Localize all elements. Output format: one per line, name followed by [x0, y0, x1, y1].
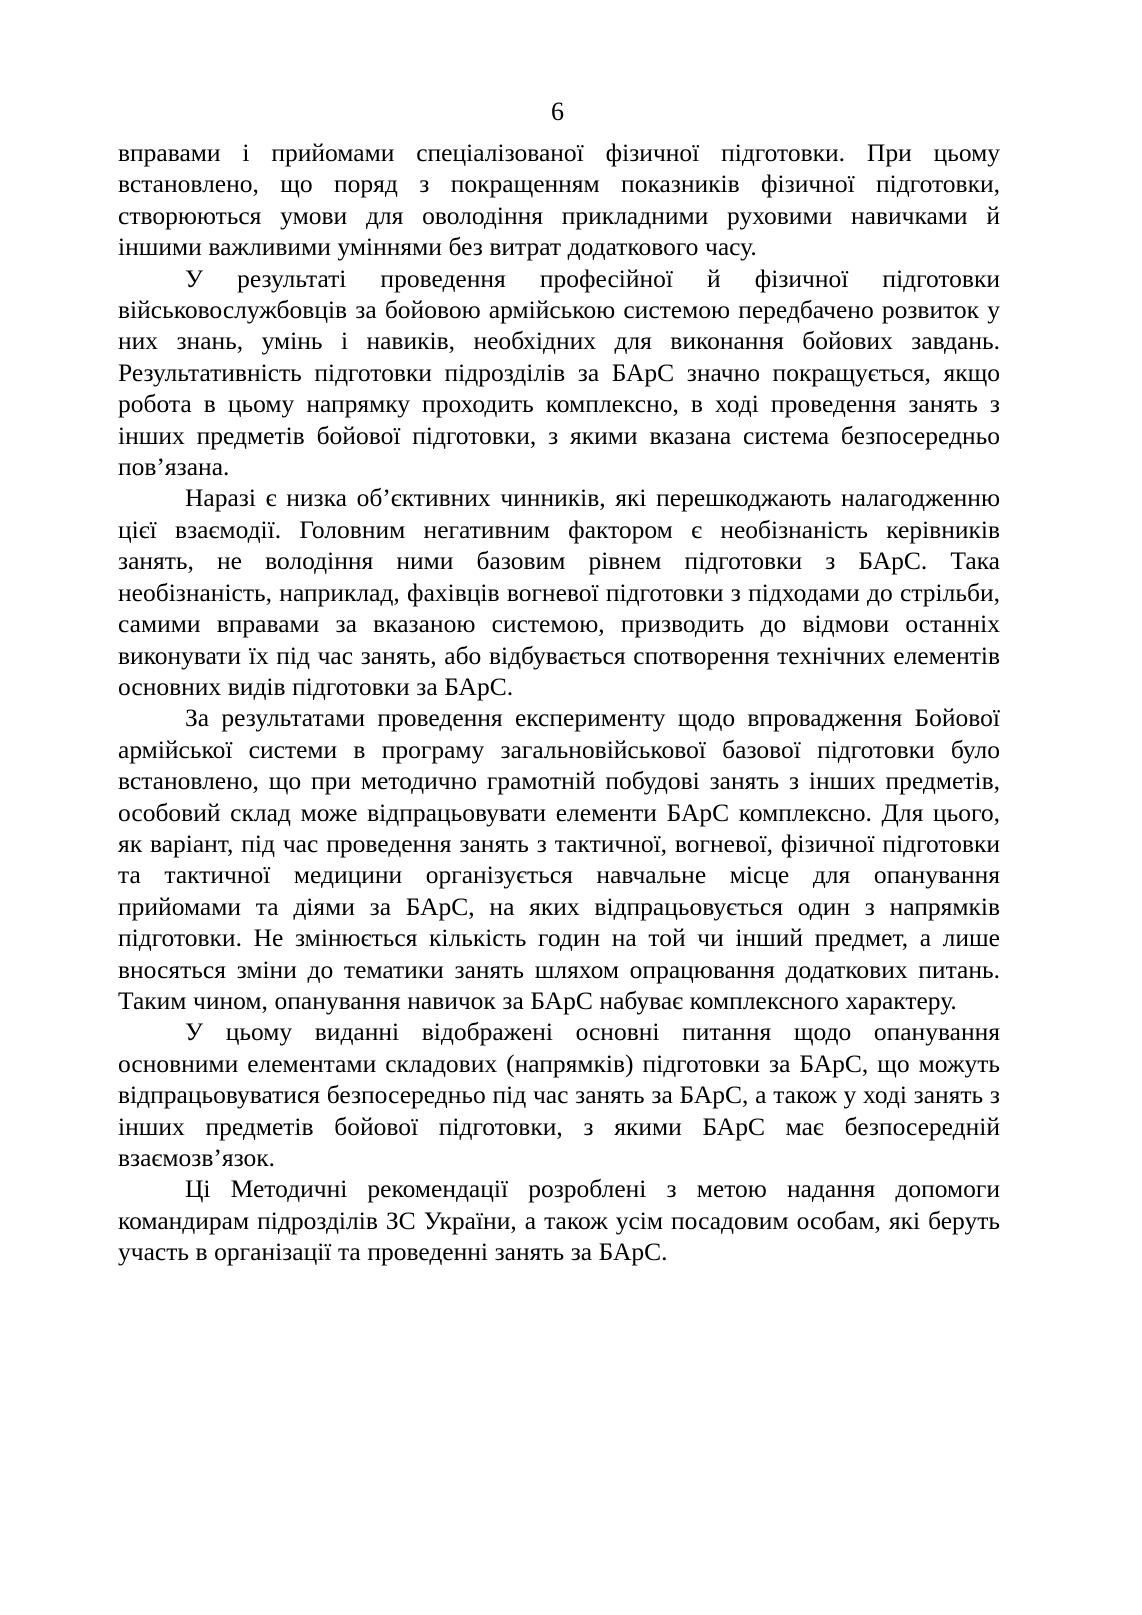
- body-text-block: [118, 137, 1000, 1268]
- page-number: 6: [551, 97, 564, 126]
- paragraph-2: У результаті проведення професійної й фізичної підготовки військовослужбовців за бойовою армійською системою передбачено розвиток у них знань, умінь і навиків, необхідних для виконання бойових завдань. Результативність підготовки підрозділів за БАрС значно покращується, якщо робота в цьому напрямку проходить комплексно, в ході проведення занять з інших предметів бойової підготовки, з якими вказана система безпосередньо пов’язана.: [118, 263, 1000, 482]
- paragraph-5: У цьому виданні відображені основні питання щодо опанування основними елементами складових (напрямків) підготовки за БАрС, що можуть відпрацьовуватися безпосередньо під час занять за БАрС, а також у ході занять з інших предметів бойової підготовки, з якими БАрС має безпосередній взаємозв’язок.: [118, 1017, 1000, 1172]
- paragraph-4: За результатами проведення експерименту щодо впровадження Бойової армійської системи в програму загальновійськової базової підготовки було встановлено, що при методично грамотній побудові занять з інших предметів, особовий склад може відпрацьовувати елементи БАрС комплексно. Для цього, як варіант, під час проведення занять з тактичної, вогневої, фізичної підготовки та тактичної медицини організується навчальне місце для опанування прийомами та діями за БАрС, на яких відпрацьовується один з напрямків підготовки. Не змінюється кількість годин на той чи інший предмет, а лише вносяться зміни до тематики занять шляхом опрацювання додаткових питань. Таким чином, опанування навичок за БАрС набуває комплексного характеру.: [118, 703, 1000, 1015]
- paragraph-1: вправами і прийомами спеціалізованої фізичної підготовки. При цьому встановлено, що поряд з покращенням показників фізичної підготовки, створюються умови для оволодіння прикладними руховими навичками й іншими важливими уміннями без витрат додаткового часу.: [118, 138, 1000, 262]
- paragraph-6: Ці Методичні рекомендації розроблені з метою надання допомоги командирам підрозділів ЗС України, а також усім посадовим особам, які беруть участь в організації та проведенні занять за БАрС.: [118, 1174, 1000, 1267]
- paragraph-3: Наразі є низка об’єктивних чинників, які перешкоджають налагодженню цієї взаємодії. Головним негативним фактором є необізнаність керівників занять, не володіння ними базовим рівнем підготовки з БАрС. Така необізнаність, наприклад, фахівців вогневої підготовки з підходами до стрільби, самими вправами за вказаною системою, призводить до відмови останніх виконувати їх під час занять, або відбувається спотворення технічних елементів основних видів підготовки за БАрС.: [118, 483, 1000, 701]
